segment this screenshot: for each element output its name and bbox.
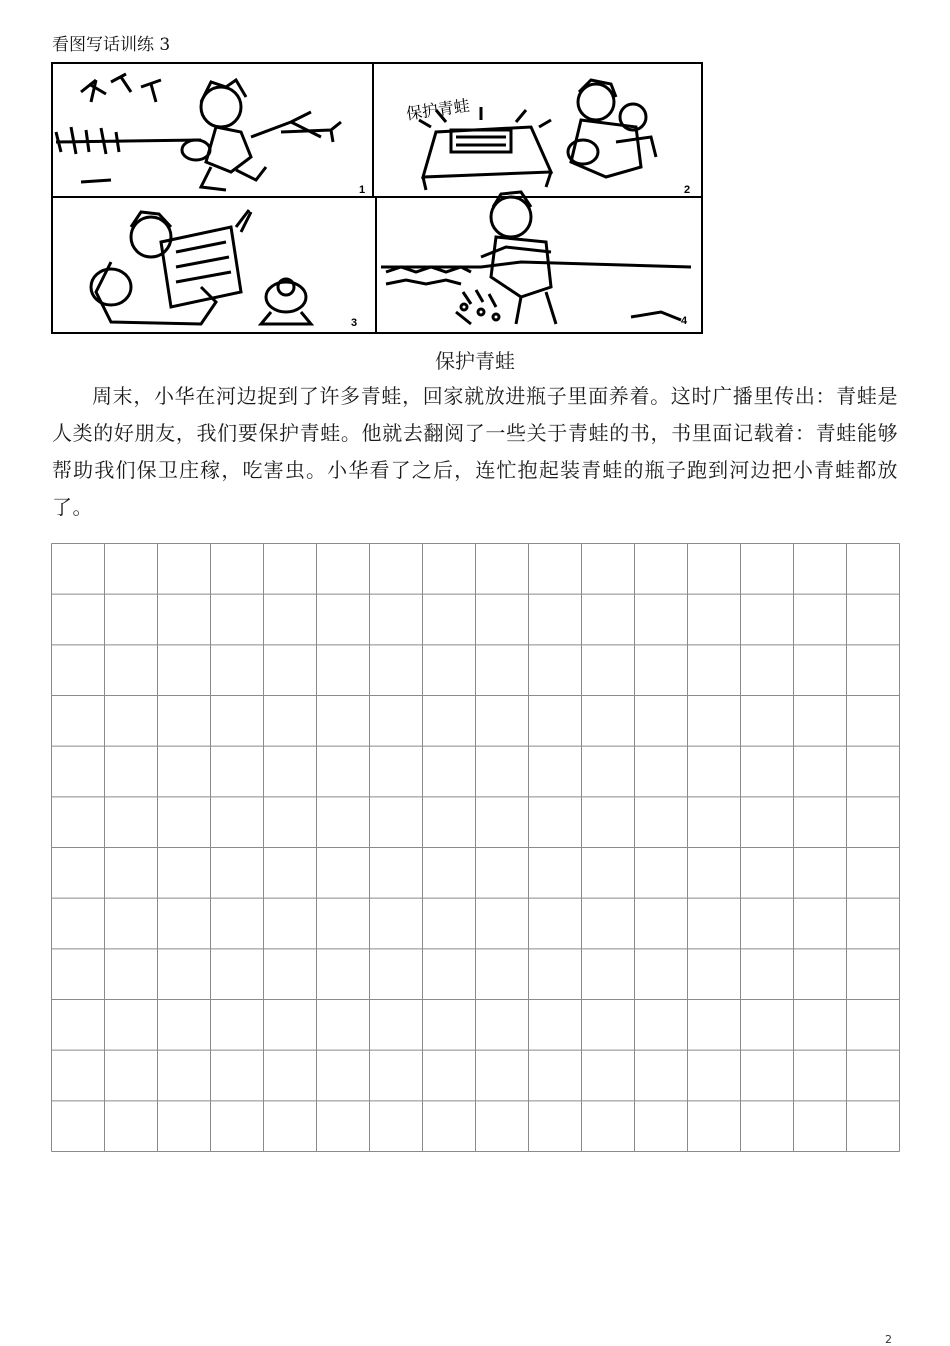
panel-1-number: 1 bbox=[359, 184, 366, 196]
writing-grid bbox=[51, 543, 900, 1152]
panel-2-sign: 保护青蛙 bbox=[404, 95, 471, 124]
panel-4-number: 4 bbox=[681, 315, 688, 327]
story-paragraph: 周末，小华在河边捉到了许多青蛙，回家就放进瓶子里面养着。这时广播里传出：青蛙是人类的好朋友，我们要保护青蛙。他就去翻阅了一些关于青蛙的书，书里面记载着：青蛙能够帮助我们保卫庄稼，吃害虫。小华看了之后，连忙抱起装青蛙的瓶子跑到河边把小青蛙都放了。 bbox=[52, 384, 898, 519]
panel-3-number: 3 bbox=[351, 317, 358, 329]
panel-2-number: 2 bbox=[684, 184, 691, 196]
writing-grid-lines bbox=[51, 543, 900, 1152]
worksheet-header: 看图写话训练 3 bbox=[52, 35, 171, 55]
page-number: 2 bbox=[885, 1333, 892, 1346]
comic-strip bbox=[51, 62, 703, 334]
story-title: 保护青蛙 bbox=[435, 349, 515, 373]
